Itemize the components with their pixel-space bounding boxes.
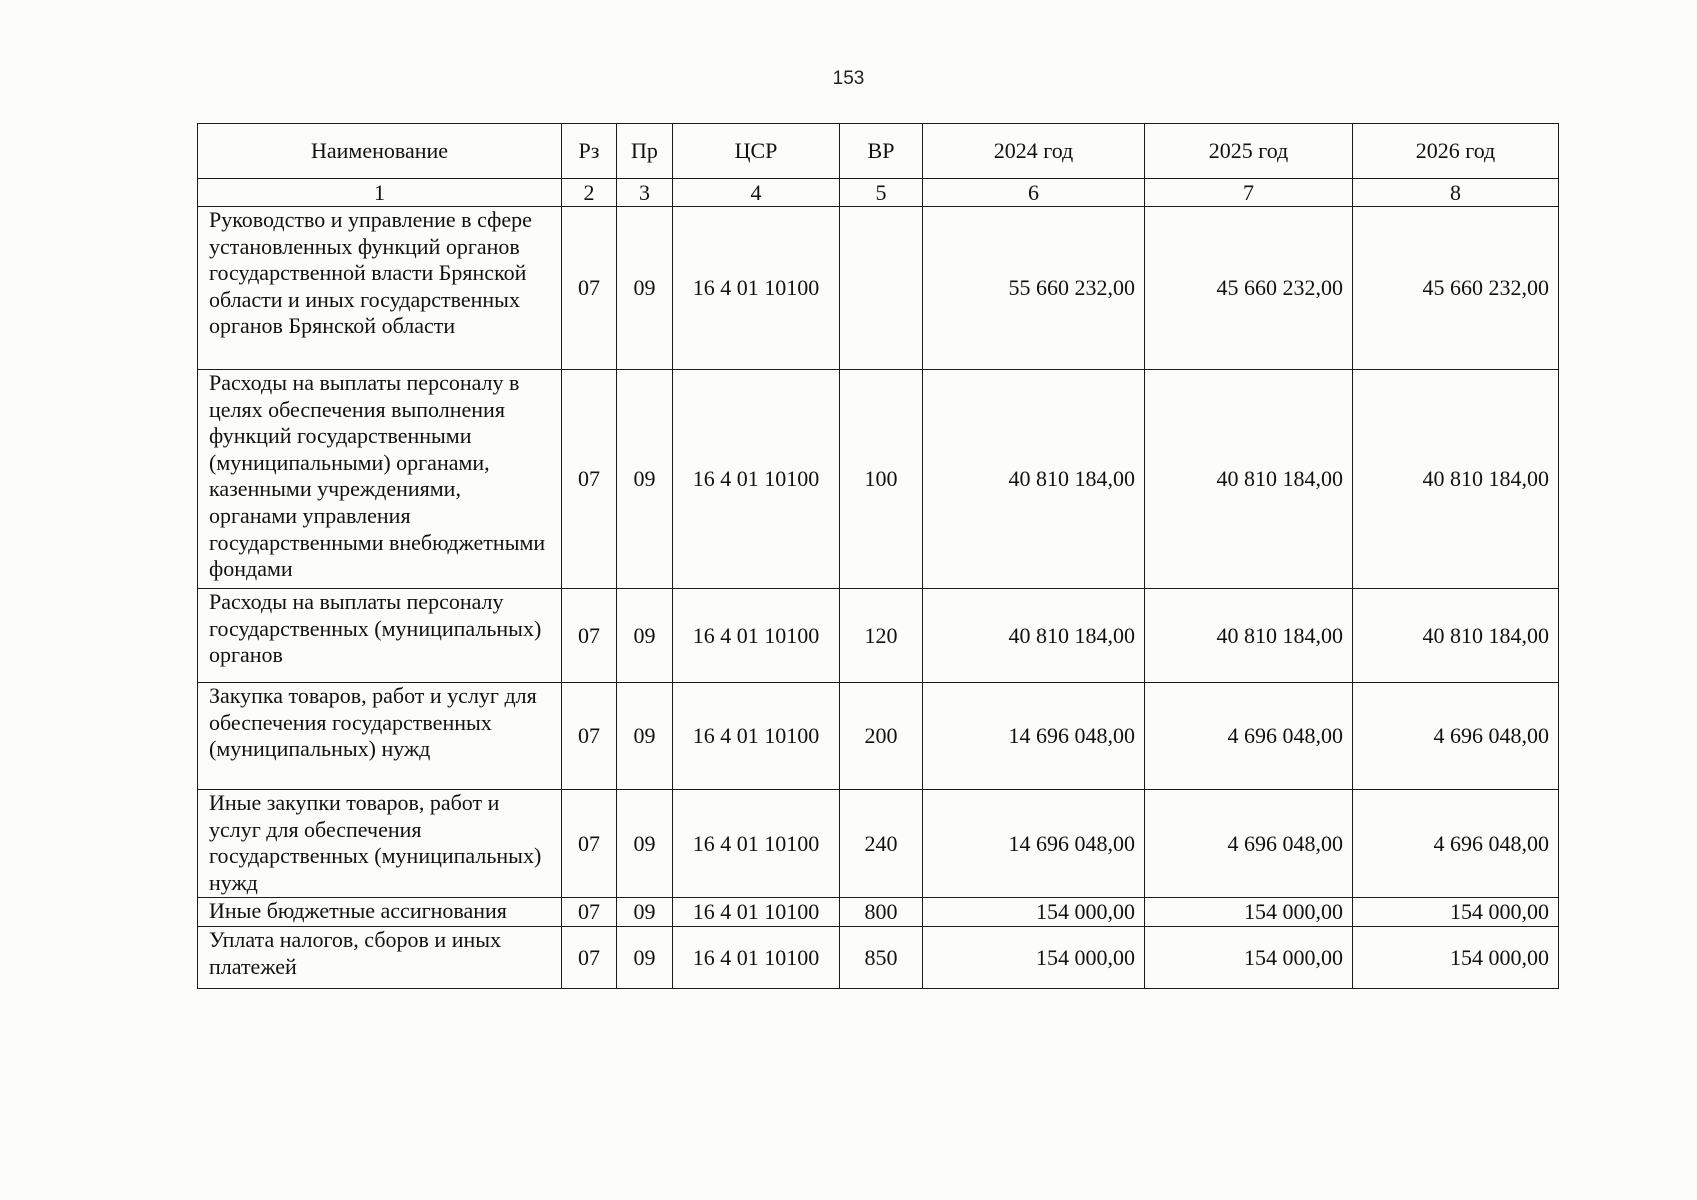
row-name: Руководство и управление в сфере установленных функций органов государственной власти Брянской области и иных государственных органов Брянской области bbox=[198, 207, 562, 370]
header-2024: 2024 год bbox=[923, 124, 1145, 179]
column-number: 4 bbox=[673, 179, 840, 207]
row-csr: 16 4 01 10100 bbox=[673, 370, 840, 589]
row-2026: 40 810 184,00 bbox=[1353, 370, 1559, 589]
row-name: Закупка товаров, работ и услуг для обеспечения государственных (муниципальных) нужд bbox=[198, 683, 562, 790]
row-pr: 09 bbox=[617, 927, 673, 989]
header-csr: ЦСР bbox=[673, 124, 840, 179]
row-name: Уплата налогов, сборов и иных платежей bbox=[198, 927, 562, 989]
row-vr: 200 bbox=[840, 683, 923, 790]
row-2025: 4 696 048,00 bbox=[1145, 683, 1353, 790]
table-row bbox=[198, 589, 1559, 683]
table-row bbox=[198, 898, 1559, 927]
table-row bbox=[198, 683, 1559, 790]
row-2026: 154 000,00 bbox=[1353, 898, 1559, 927]
column-number: 7 bbox=[1145, 179, 1353, 207]
header-2026: 2026 год bbox=[1353, 124, 1559, 179]
row-2024: 14 696 048,00 bbox=[923, 790, 1145, 898]
header-pr: Пр bbox=[617, 124, 673, 179]
row-csr: 16 4 01 10100 bbox=[673, 683, 840, 790]
row-vr: 240 bbox=[840, 790, 923, 898]
row-2024: 154 000,00 bbox=[923, 927, 1145, 989]
row-csr: 16 4 01 10100 bbox=[673, 790, 840, 898]
row-2026: 40 810 184,00 bbox=[1353, 589, 1559, 683]
row-2024: 154 000,00 bbox=[923, 898, 1145, 927]
column-number: 6 bbox=[923, 179, 1145, 207]
page-number: 153 bbox=[832, 68, 865, 89]
budget-table bbox=[197, 123, 1559, 989]
row-rz: 07 bbox=[562, 790, 617, 898]
row-2025: 4 696 048,00 bbox=[1145, 790, 1353, 898]
row-csr: 16 4 01 10100 bbox=[673, 898, 840, 927]
column-number: 5 bbox=[840, 179, 923, 207]
row-pr: 09 bbox=[617, 683, 673, 790]
row-rz: 07 bbox=[562, 683, 617, 790]
row-rz: 07 bbox=[562, 207, 617, 370]
row-pr: 09 bbox=[617, 370, 673, 589]
row-2024: 40 810 184,00 bbox=[923, 370, 1145, 589]
row-2024: 40 810 184,00 bbox=[923, 589, 1145, 683]
table-header-row bbox=[198, 124, 1559, 179]
column-number: 3 bbox=[617, 179, 673, 207]
row-csr: 16 4 01 10100 bbox=[673, 927, 840, 989]
column-number: 2 bbox=[562, 179, 617, 207]
row-2024: 14 696 048,00 bbox=[923, 683, 1145, 790]
row-rz: 07 bbox=[562, 589, 617, 683]
row-2025: 154 000,00 bbox=[1145, 898, 1353, 927]
row-name: Расходы на выплаты персоналу в целях обеспечения выполнения функций государственными (муниципальными) органами, казенными учреждениями, органами управления государственными внебюджетными фондами bbox=[198, 370, 562, 589]
row-2025: 45 660 232,00 bbox=[1145, 207, 1353, 370]
row-csr: 16 4 01 10100 bbox=[673, 589, 840, 683]
table-row bbox=[198, 927, 1559, 989]
row-vr: 120 bbox=[840, 589, 923, 683]
row-2026: 4 696 048,00 bbox=[1353, 683, 1559, 790]
column-number: 1 bbox=[198, 179, 562, 207]
row-pr: 09 bbox=[617, 898, 673, 927]
table-row bbox=[198, 790, 1559, 898]
row-vr: 850 bbox=[840, 927, 923, 989]
row-vr: 100 bbox=[840, 370, 923, 589]
row-rz: 07 bbox=[562, 927, 617, 989]
row-vr: 800 bbox=[840, 898, 923, 927]
row-2024: 55 660 232,00 bbox=[923, 207, 1145, 370]
row-name: Иные бюджетные ассигнования bbox=[198, 898, 562, 927]
header-2025: 2025 год bbox=[1145, 124, 1353, 179]
row-csr: 16 4 01 10100 bbox=[673, 207, 840, 370]
row-name: Расходы на выплаты персоналу государственных (муниципальных) органов bbox=[198, 589, 562, 683]
header-vr: ВР bbox=[840, 124, 923, 179]
row-2025: 40 810 184,00 bbox=[1145, 370, 1353, 589]
table-row bbox=[198, 207, 1559, 370]
row-vr bbox=[840, 207, 923, 370]
row-2025: 40 810 184,00 bbox=[1145, 589, 1353, 683]
row-pr: 09 bbox=[617, 589, 673, 683]
row-rz: 07 bbox=[562, 898, 617, 927]
row-2026: 45 660 232,00 bbox=[1353, 207, 1559, 370]
column-number: 8 bbox=[1353, 179, 1559, 207]
row-2026: 4 696 048,00 bbox=[1353, 790, 1559, 898]
row-2025: 154 000,00 bbox=[1145, 927, 1353, 989]
row-name: Иные закупки товаров, работ и услуг для обеспечения государственных (муниципальных) нужд bbox=[198, 790, 562, 898]
column-number-row bbox=[198, 179, 1559, 207]
header-rz: Рз bbox=[562, 124, 617, 179]
row-pr: 09 bbox=[617, 790, 673, 898]
header-name: Наименование bbox=[198, 124, 562, 179]
row-rz: 07 bbox=[562, 370, 617, 589]
row-2026: 154 000,00 bbox=[1353, 927, 1559, 989]
row-pr: 09 bbox=[617, 207, 673, 370]
table-row bbox=[198, 370, 1559, 589]
